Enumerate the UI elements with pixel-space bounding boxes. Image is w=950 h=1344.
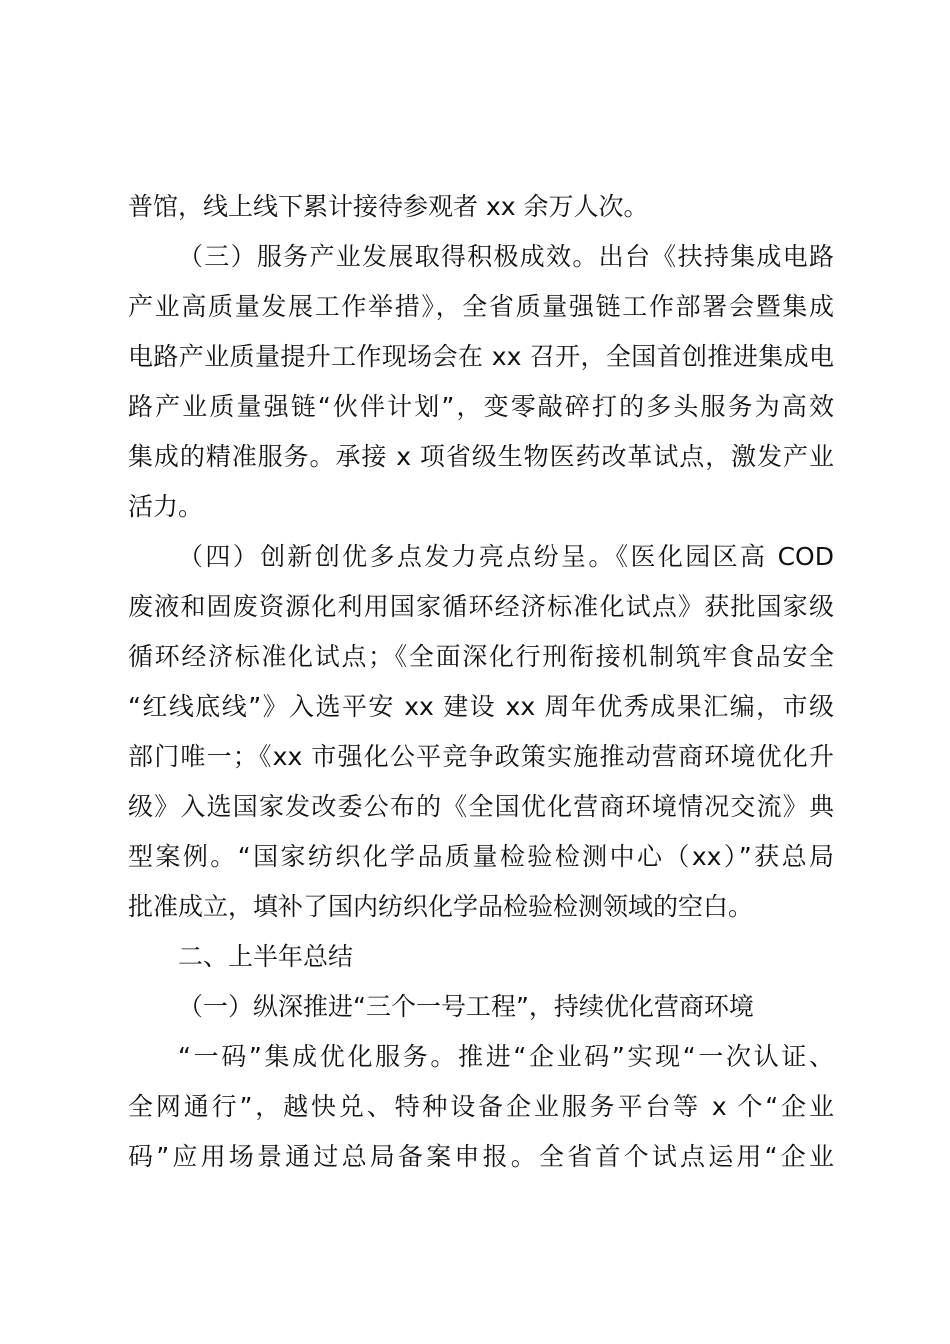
text-line: 废液和固废资源化利用国家循环经济标准化试点》获批国家级 [128,592,834,621]
text-line: 部门唯一；《xx 市强化公平竞争政策实施推动营商环境优化升 [128,742,834,771]
text-line: 普馆，线上线下累计接待参观者 xx 余万人次。 [128,192,649,221]
text-line: （四）创新创优多点发力亮点纷呈。《医化园区高 COD [178,542,834,571]
text-line: 电路产业质量提升工作现场会在 xx 召开，全国首创推进集成电 [128,342,834,371]
text-line: 全网通行”，越快兑、特种设备企业服务平台等 x 个“企业 [128,1092,834,1121]
text-line: （三）服务产业发展取得积极成效。出台《扶持集成电路 [178,242,834,271]
text-line: 集成的精准服务。承接 x 项省级生物医药改革试点，激发产业 [128,442,834,471]
text-line: 级》入选国家发改委公布的《全国优化营商环境情况交流》典 [128,792,834,821]
text-line: “红线底线”》入选平安 xx 建设 xx 周年优秀成果汇编，市级 [128,692,834,721]
document-body [128,182,834,1182]
text-line: 码”应用场景通过总局备案申报。全省首个试点运用“企业 [128,1142,834,1171]
text-line: 活力。 [128,492,204,521]
text-line: 产业高质量发展工作举措》，全省质量强链工作部署会暨集成 [128,292,834,321]
text-line: “一码”集成优化服务。推进“企业码”实现“一次认证、 [178,1042,834,1071]
text-line: 二、上半年总结 [178,942,354,971]
text-line: （一）纵深推进“三个一号工程”，持续优化营商环境 [178,992,754,1021]
text-line: 路产业质量强链“伙伴计划”，变零敲碎打的多头服务为高效 [128,392,834,421]
text-line: 型案例。“国家纺织化学品质量检验检测中心（xx）”获总局 [128,842,834,871]
text-line: 循环经济标准化试点；《全面深化行刑衔接机制筑牢食品安全 [128,642,834,671]
text-line: 批准成立，填补了国内纺织化学品检验检测领域的空白。 [128,892,754,921]
